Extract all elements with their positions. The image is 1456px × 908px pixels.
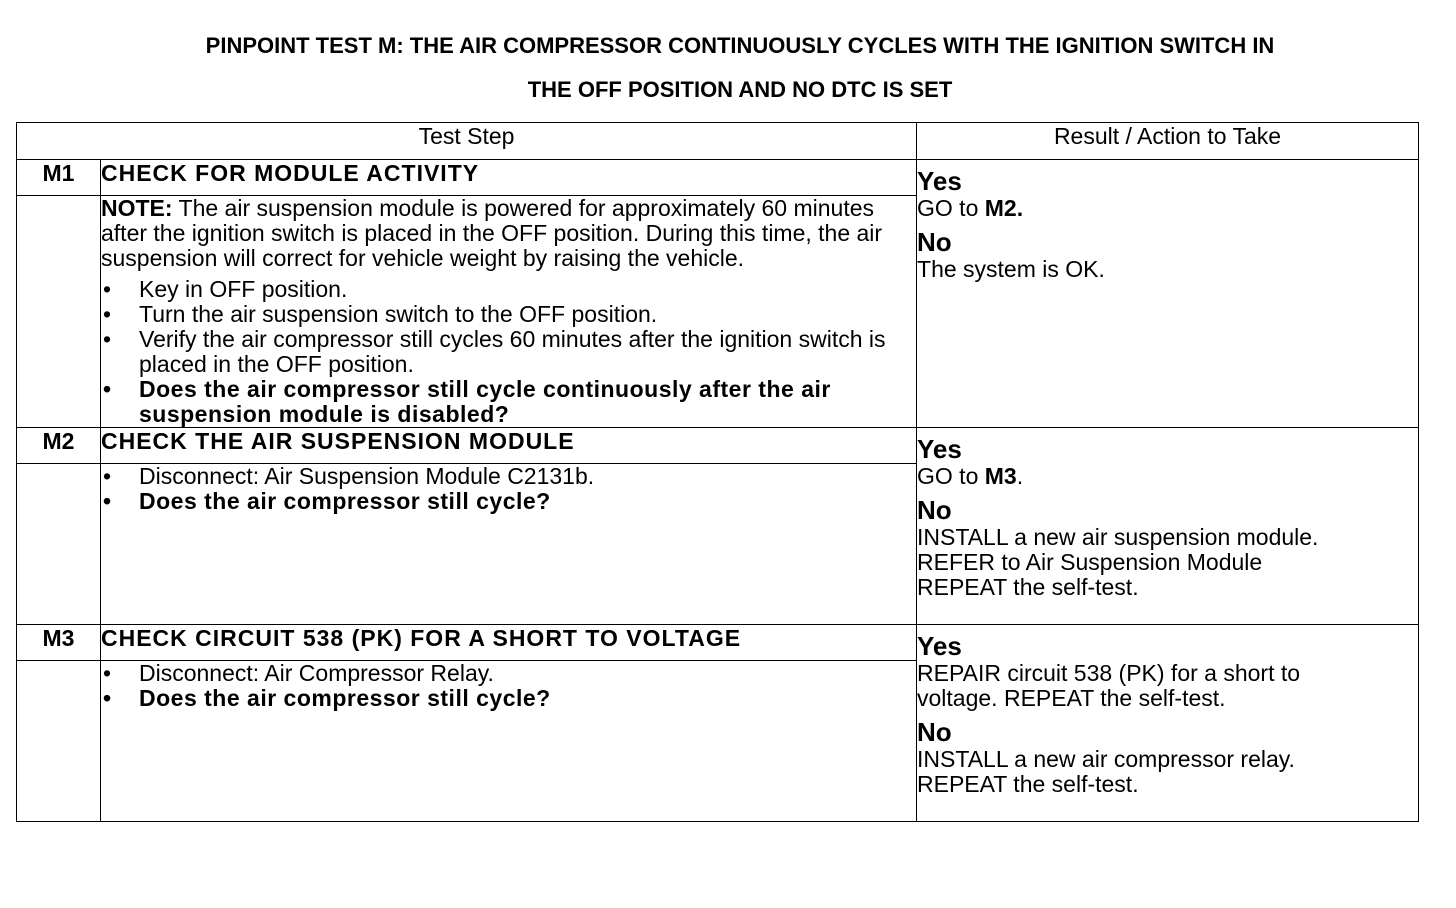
list-item: • Key in OFF position. [101,277,916,302]
step-id: M2 [17,428,101,464]
step-id: M3 [17,625,101,661]
no-action-line-3: REPEAT the self-test. [917,574,1139,600]
step-m2-result [917,428,1419,625]
no-action-line-2: REFER to Air Suspension Module [917,549,1263,575]
step-id-spacer [17,196,101,428]
step-m3-body [101,661,917,822]
step-m1-heading-row [17,160,1419,196]
yes-action-line-1: REPAIR circuit 538 (PK) for a short to [917,660,1301,686]
step-m2-body [101,464,917,625]
no-action-line-1: INSTALL a new air compressor relay. [917,746,1295,772]
step-bullet-list [101,277,916,427]
no-action-line-2: REPEAT the self-test. [917,771,1139,797]
yes-label: Yes [917,631,962,661]
step-m3-result [917,625,1419,822]
list-item: • Disconnect: Air Suspension Module C2131b. [101,464,916,489]
step-bullet-list [101,661,916,711]
title-line-1: PINPOINT TEST M: THE AIR COMPRESSOR CONTINUOUSLY CYCLES WITH THE IGNITION SWITCH IN [205,33,1275,58]
no-label: No [917,227,952,257]
step-m1-body [101,196,917,428]
no-action: The system is OK. [917,256,1105,282]
yes-label: Yes [917,434,962,464]
step-heading: CHECK FOR MODULE ACTIVITY [101,160,917,196]
no-label: No [917,495,952,525]
header-test-step: Test Step [17,123,917,160]
step-heading: CHECK THE AIR SUSPENSION MODULE [101,428,917,464]
pinpoint-test-table [16,122,1419,822]
step-id-spacer [17,464,101,625]
yes-action: GO to M3. [917,463,1024,489]
document-title [0,24,1456,112]
step-note: NOTE: The air suspension module is powered for approximately 60 minutes after the ignition switch is placed in the OFF position. During this time, the air suspension will correct for vehicle weight by raising the vehicle. [101,195,883,271]
step-question: • Does the air compressor still cycle continuously after the air suspension module is disabled? [101,377,916,427]
step-m2-heading-row [17,428,1419,464]
step-bullet-list [101,464,916,514]
yes-action: GO to M2. [917,195,1024,221]
title-line-2: THE OFF POSITION AND NO DTC IS SET [527,77,953,102]
step-m3-heading-row [17,625,1419,661]
header-result-action: Result / Action to Take [917,123,1419,160]
list-item: • Turn the air suspension switch to the OFF position. [101,302,916,327]
step-heading: CHECK CIRCUIT 538 (PK) FOR A SHORT TO VOLTAGE [101,625,917,661]
step-question: • Does the air compressor still cycle? [101,489,916,514]
step-question: • Does the air compressor still cycle? [101,686,916,711]
no-action-line-1: INSTALL a new air suspension module. [917,524,1319,550]
list-item: • Disconnect: Air Compressor Relay. [101,661,916,686]
list-item: • Verify the air compressor still cycles 60 minutes after the ignition switch is placed in the OFF position. [101,327,916,377]
step-m1-result [917,160,1419,428]
table-header-row [17,123,1419,160]
no-label: No [917,717,952,747]
yes-action-line-2: voltage. REPEAT the self-test. [917,685,1226,711]
yes-label: Yes [917,166,962,196]
step-id: M1 [17,160,101,196]
step-id-spacer [17,661,101,822]
